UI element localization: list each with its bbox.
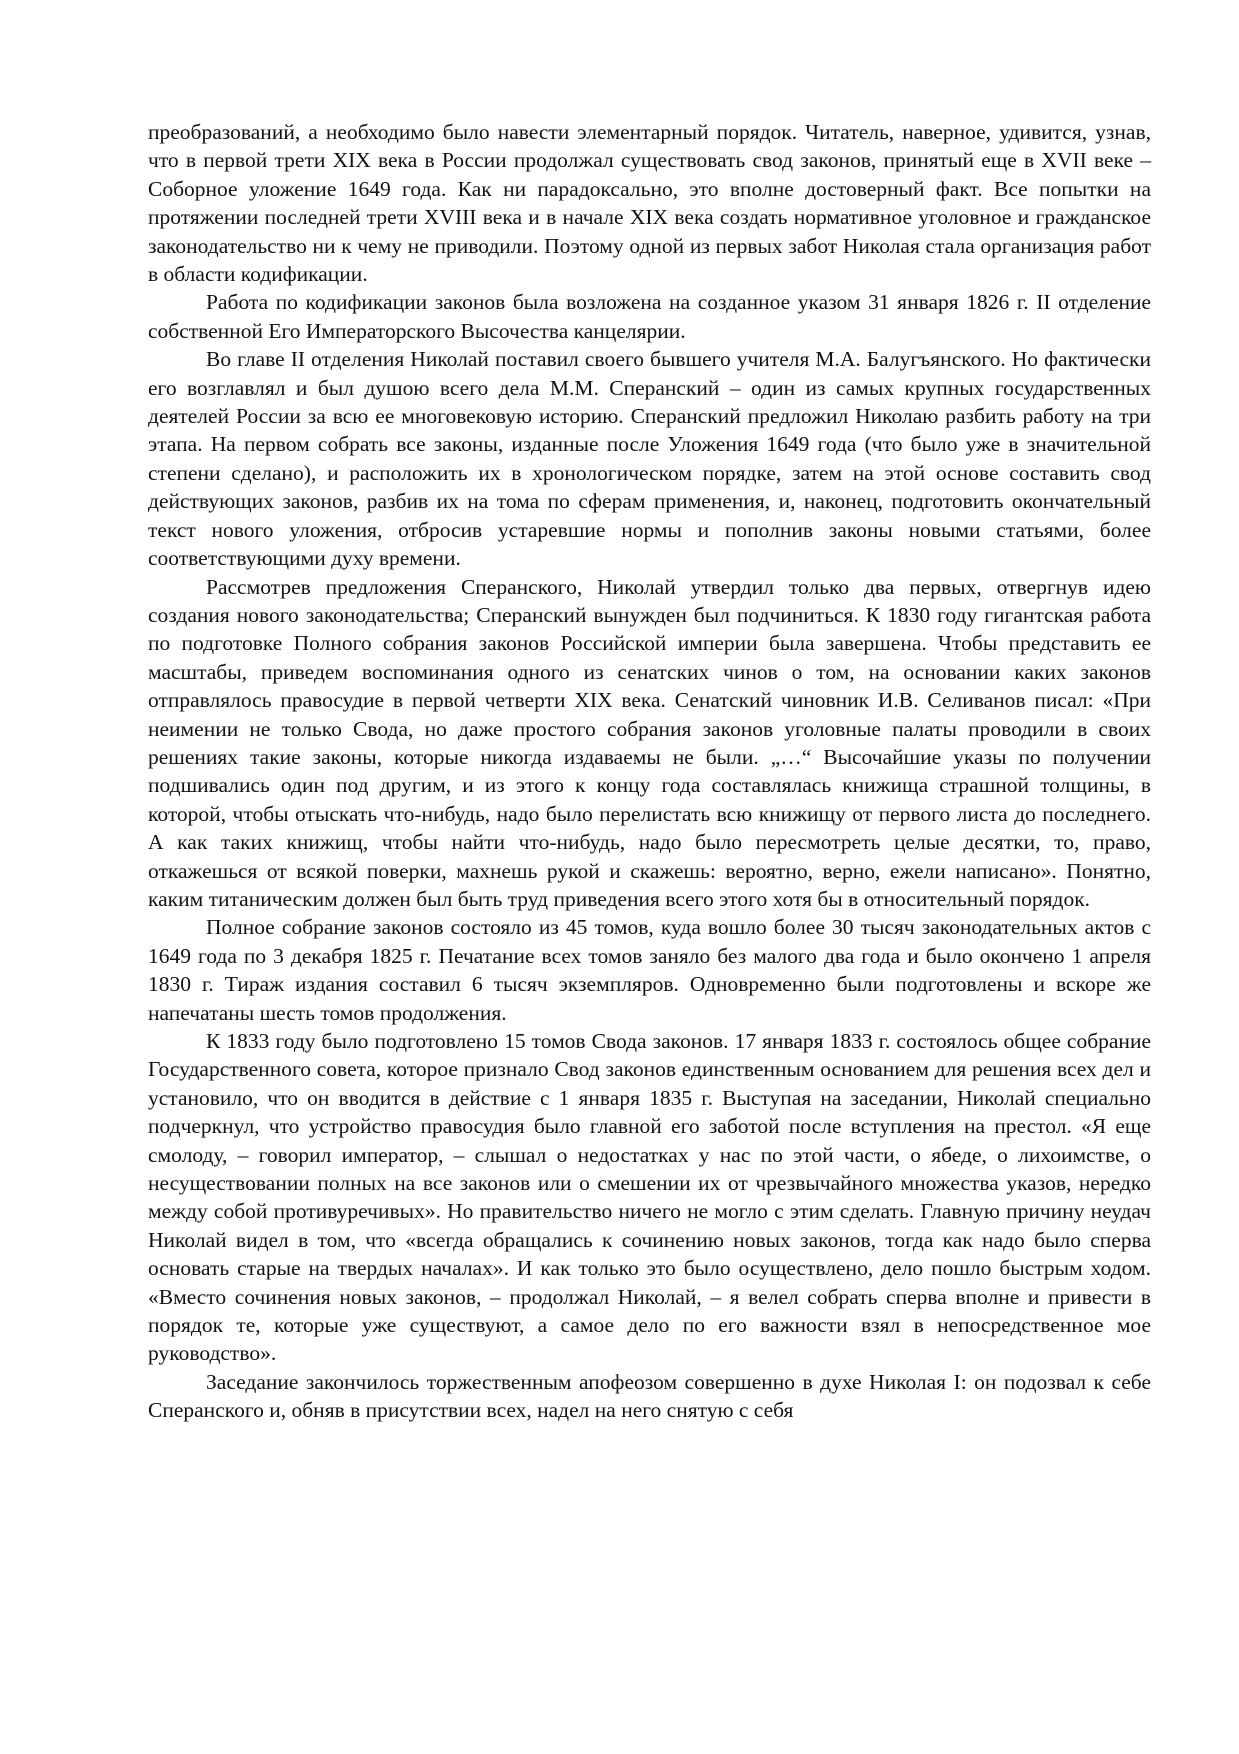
paragraph-6: К 1833 году было подготовлено 15 томов Свода законов. 17 января 1833 г. состоялось общее собрание Государственного совета, которое признало Свод законов единственным основанием для решения всех дел и установило, что он вводится в действие с 1 января 1835 г. Выступая на заседании, Николай специально подчеркнул, что устройство правосудия было главной его заботой после вступления на престол. «Я еще смолоду, – говорил император, – слышал о недостатках у нас по этой части, о ябеде, о лихоимстве, о несуществовании полных на все законов или о смешении их от чрезвычайного множества указов, нередко между собой противуречивых». Но правительство ничего не могло с этим сделать. Главную причину неудач Николай видел в том, что «всегда обращались к сочинению новых законов, тогда как надо было сперва основать старые на твердых началах». И как только это было осуществлено, дело пошло быстрым ходом. «Вместо сочинения новых законов, – продолжал Николай, – я велел собрать сперва вполне и привести в порядок те, которые уже существуют, а самое дело по его важности взял в непосредственное мое руководство». [148, 1029, 1151, 1366]
document-page [148, 118, 1151, 1425]
paragraph-1: преобразований, а необходимо было навести элементарный порядок. Читатель, наверное, удивится, узнав, что в первой трети XIX века в России продолжал существовать свод законов, принятый еще в XVII веке – Соборное уложение 1649 года. Как ни парадоксально, это вполне достоверный факт. Все попытки на протяжении последней трети XVIII века и в начале XIX века создать нормативное уголовное и гражданское законодательство ни к чему не приводили. Поэтому одной из первых забот Николая стала организация работ в области кодификации. [148, 120, 1151, 287]
paragraph-7: Заседание закончилось торжественным апофеозом совершенно в духе Николая I: он подозвал к себе Сперанского и, обняв в присутствии всех, надел на него снятую с себя [148, 1369, 1151, 1423]
paragraph-2: Работа по кодификации законов была возложена на созданное указом 31 января 1826 г. II отделение собственной Его Императорского Высочества канцелярии. [148, 290, 1151, 343]
paragraph-5: Полное собрание законов состояло из 45 томов, куда вошло более 30 тысяч законодательных актов с 1649 года по 3 декабря 1825 г. Печатание всех томов заняло без малого два года и было окончено 1 апреля 1830 г. Тираж издания составил 6 тысяч экземпляров. Одновременно были подготовлены и вскоре же напечатаны шесть томов продолжения. [148, 915, 1151, 1025]
paragraph-3: Во главе II отделения Николай поставил своего бывшего учителя М.А. Балугъянского. Но фактически его возглавлял и был душою всего дела М.М. Сперанский – один из самых крупных государственных деятелей России за всю ее многовековую историю. Сперанский предложил Николаю разбить работу на три этапа. На первом собрать все законы, изданные после Уложения 1649 года (что было уже в значительной степени сделано), и расположить их в хронологическом порядке, затем на этой основе составить свод действующих законов, разбив их на тома по сферам применения, и, наконец, подготовить окончательный текст нового уложения, отбросив устаревшие нормы и пополнив законы новыми статьями, более соответствующими духу времени. [148, 347, 1151, 571]
paragraph-4: Рассмотрев предложения Сперанского, Николай утвердил только два первых, отвергнув идею создания нового законодательства; Сперанский вынужден был подчиниться. К 1830 году гигантская работа по подготовке Полного собрания законов Российской империи была завершена. Чтобы представить ее масштабы, приведем воспоминания одного из сенатских чинов о том, на основании каких законов отправлялось правосудие в первой четверти XIX века. Сенатский чиновник И.В. Селиванов писал: «При неимении не только Свода, но даже простого собрания законов уголовные палаты проводили в своих решениях такие законы, которые никогда издаваемы не были. „…“ Высочайшие указы по получении подшивались один под другим, и из этого к концу года составлялась книжища страшной толщины, в которой, чтобы отыскать что-нибудь, надо было перелистать всю книжищу от первого листа до последнего. А как таких книжищ, чтобы найти что-нибудь, надо было пересмотреть целые десятки, то, право, откажешься от всякой поверки, махнешь рукой и скажешь: вероятно, верно, ежели написано». Понятно, каким титаническим должен был быть труд приведения всего этого хотя бы в относительный порядок. [148, 574, 1151, 911]
